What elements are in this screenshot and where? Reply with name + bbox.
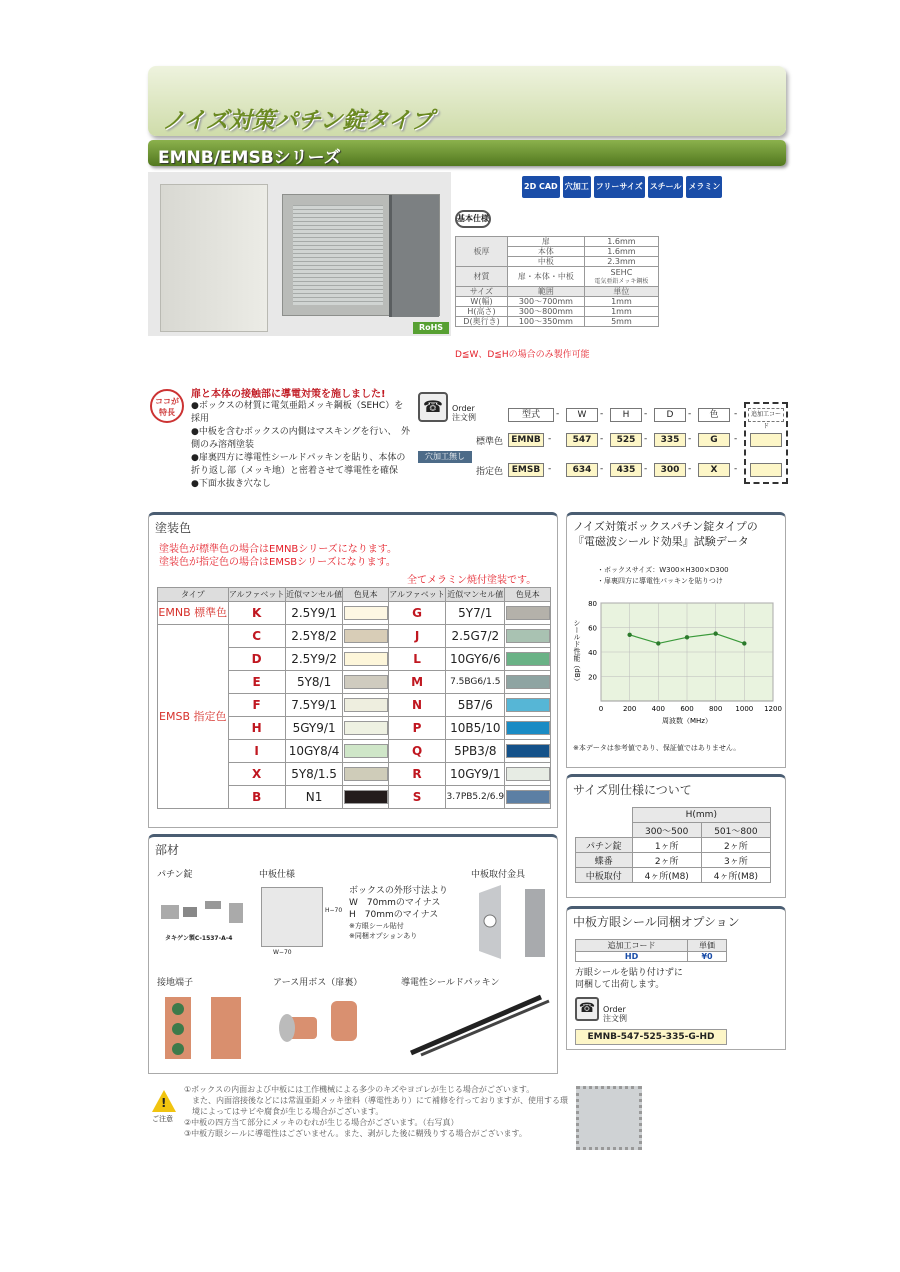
paint-row: X 5Y8/1.5 R 10GY9/1 <box>158 763 551 786</box>
size-title: サイズ別仕様について <box>573 783 692 797</box>
paint-note-3: 全てメラミン焼付塗装です。 <box>407 575 537 586</box>
warning-mark: ! <box>161 1096 167 1110</box>
basic-spec-badge: 基本仕様 <box>455 210 491 228</box>
data-point <box>742 641 746 645</box>
color-swatch <box>506 767 550 781</box>
feature-item: ●下面水抜き穴なし <box>191 479 271 489</box>
paint-row: H 5GY9/1 P 10B5/10 <box>158 717 551 740</box>
plate-w-label: W−70 <box>273 949 292 956</box>
latch-icon <box>159 897 249 927</box>
x-tick-label: 1200 <box>764 705 782 713</box>
paint-row: EMSB 指定色 C 2.5Y8/2 J 2.5G7/2 <box>158 625 551 648</box>
chart-title-2: 『電磁波シールド効果』試験データ <box>573 535 749 548</box>
plate-image <box>261 887 323 947</box>
steel-icon: スチール <box>648 176 684 198</box>
chart-footnote: ※本データは参考値であり、保証値ではありません。 <box>573 744 741 752</box>
color-swatch <box>344 721 388 735</box>
color-swatch <box>344 652 388 666</box>
color-swatch <box>506 744 550 758</box>
option-table: 追加工コード 単価 HD ¥0 <box>575 939 727 962</box>
size-panel <box>566 774 786 898</box>
caution-block <box>148 1080 788 1152</box>
y-tick-label: 60 <box>588 624 597 633</box>
ground-label: 接地端子 <box>157 978 194 988</box>
feature-head: 扉と本体の接触部に導電対策を施しました! <box>191 389 386 400</box>
color-swatch <box>506 675 550 689</box>
y-tick-label: 40 <box>588 649 597 657</box>
plate-corner-photo <box>576 1086 642 1150</box>
product-photo <box>148 172 451 336</box>
color-swatch <box>506 606 550 620</box>
y-tick-label: 20 <box>588 673 597 682</box>
order-example: 型式 W H D 色 追加工コード - - - - - 標準色 EMNB 547 525 335 G - - - - - 指定色 EMSB 634 435 300 X - - - - - <box>476 406 786 486</box>
plate-desc: ボックスの外形寸法より W 70mmのマイナス H 70mmのマイナス ※方眼シール貼付 ※同梱オプションあり <box>349 886 448 940</box>
shield-chart-panel <box>566 512 786 768</box>
color-swatch <box>506 652 550 666</box>
option-order-example: EMNB-547-525-335-G-HD <box>575 1029 727 1045</box>
data-point <box>627 633 631 637</box>
x-tick-label: 800 <box>708 705 723 713</box>
plate-label: 中板仕様 <box>259 870 296 880</box>
color-swatch <box>506 629 550 643</box>
feature-icons <box>522 176 722 198</box>
color-swatch <box>344 744 388 758</box>
rohs-badge: RoHS <box>413 322 449 334</box>
paint-panel <box>148 512 558 828</box>
feature-item: ●扉裏四方に導電性シールドパッキンを貼り、本体の 折り返し部（メッキ地）と密着させて導電性を確保 <box>191 453 415 476</box>
order-label: Order 注文例 <box>452 404 476 422</box>
earth-boss-icon <box>273 993 373 1063</box>
title-banner <box>148 66 786 136</box>
boss-label: アース用ボス（扉裏） <box>273 978 363 988</box>
color-swatch <box>506 698 550 712</box>
x-tick-label: 200 <box>622 705 637 713</box>
color-swatch <box>344 698 388 712</box>
x-tick-label: 400 <box>651 705 666 713</box>
plate-h-label: H−70 <box>325 907 343 914</box>
caution-label: ご注意 <box>152 1115 173 1123</box>
extra-code-frame <box>744 402 788 484</box>
chart-title-1: ノイズ対策ボックスパチン錠タイプの <box>573 520 758 533</box>
closed-box-image <box>160 184 268 332</box>
x-tick-label: 1000 <box>735 705 754 713</box>
hole-icon: 穴加工 <box>563 176 591 198</box>
option-title: 中板方眼シール同梱オプション <box>573 915 740 929</box>
color-swatch <box>344 790 388 804</box>
option-panel <box>566 906 786 1050</box>
feature-item: ●ボックスの材質に電気亜鉛メッキ鋼板（SEHC）を 採用 <box>191 401 413 424</box>
shield-chart <box>567 595 785 745</box>
data-point <box>656 641 660 645</box>
x-tick-label: 0 <box>598 705 604 713</box>
series-title: EMNB/EMSBシリーズ <box>158 148 341 168</box>
paint-row: B N1 S 3.7PB5.2/6.9 <box>158 786 551 809</box>
open-box-image <box>282 194 440 316</box>
series-bar <box>148 140 786 166</box>
paint-row: E 5Y8/1 M 7.5BG6/1.5 <box>158 671 551 694</box>
feature-list <box>191 400 415 491</box>
latch-label: パチン錠 <box>157 870 193 880</box>
y-tick-label: 80 <box>588 600 597 608</box>
paint-row: D 2.5Y9/2 L 10GY6/6 <box>158 648 551 671</box>
cad-icon: 2D CAD <box>522 176 560 198</box>
paint-color-table: タイプ アルファベット 近似マンセル値 色見本 アルファベット 近似マンセル値 色見本 EMNB 標準色 K 2.5Y9/1 G 5Y7/1 EMSB 指定色 C 2.5Y8/2 J 2.5G7/2 D 2.5Y9/2 L 10GY6/6 E 5Y8/1 M 7.5BG6/1.5 F 7.5Y9/1 N 5B7/6 H 5GY9/1 P 10B5/10 I 10GY8/4 Q 5PB3/8 X 5Y8/1.5 R 10GY9/1 B N1 S 3.7PB5.2/6.9 <box>157 587 551 809</box>
free-size-icon: フリーサイズ <box>594 176 645 198</box>
phone-icon: ☎ <box>575 997 599 1021</box>
paint-row: F 7.5Y9/1 N 5B7/6 <box>158 694 551 717</box>
gasket-label: 導電性シールドパッキン <box>401 978 500 988</box>
parts-title: 部材 <box>155 843 180 857</box>
y-axis-label: シールド性能（dB） <box>573 619 581 685</box>
x-axis-label: 周波数（MHz） <box>662 717 712 725</box>
paint-title: 塗装色 <box>155 521 192 535</box>
chart-note-2: ・扉裏四方に導電性パッキンを貼りつけ <box>597 577 723 585</box>
paint-row: EMNB 標準色 K 2.5Y9/1 G 5Y7/1 <box>158 602 551 625</box>
no-hole-tag: 穴加工無し <box>418 451 472 463</box>
paint-note-2: 塗装色が指定色の場合はEMSBシリーズになります。 <box>159 557 396 568</box>
latch-note: タキゲン製C-1537-A-4 <box>165 935 233 942</box>
bracket-icon <box>467 879 553 967</box>
option-desc: 方眼シールを貼り付けずに <box>575 968 683 978</box>
color-swatch <box>506 721 550 735</box>
size-table: H(mm) 300〜500 501〜800 パチン錠 1ヶ所 2ヶ所 蝶番 2ヶ所 3ヶ所 中板取付 4ヶ所(M8) 4ヶ所(M8) <box>575 807 771 883</box>
bracket-label: 中板取付金具 <box>471 870 526 880</box>
x-tick-label: 600 <box>680 705 694 713</box>
parts-panel <box>148 834 558 1074</box>
color-swatch <box>506 790 550 804</box>
data-point <box>685 635 689 639</box>
page-title: ノイズ対策パチン錠タイプ <box>162 108 434 134</box>
feature-item: ●中板を含むボックスの内側はマスキングを行い、 外側のみ溶剤塗装 <box>191 427 410 450</box>
paint-row: I 10GY8/4 Q 5PB3/8 <box>158 740 551 763</box>
color-swatch <box>344 629 388 643</box>
paint-note-1: 塗装色が標準色の場合はEMNBシリーズになります。 <box>159 544 397 555</box>
color-swatch <box>344 606 388 620</box>
chart-note-1: ・ボックスサイズ：W300×H300×D300 <box>597 566 729 574</box>
data-point <box>713 631 717 635</box>
feature-tag: ココが特長 <box>150 389 184 423</box>
color-swatch <box>344 767 388 781</box>
gasket-icon <box>401 987 551 1057</box>
color-swatch <box>344 675 388 689</box>
option-order-label: Order 注文例 <box>603 1005 627 1023</box>
range-note: D≦W、D≦Hの場合のみ製作可能 <box>455 350 590 360</box>
ground-terminal-icon <box>159 993 249 1063</box>
caution-text: ①ボックスの内面および中板には工作機械による多少のキズやヨゴレが生じる場合がございます。 また、内面溶接後などには常温亜鉛メッキ塗料（導電性あり）にて補修を行っておりますが、使用する環 境によってはサビや腐食が生じる場合がございます。 ②中板の四方当て部分にメッキのむれが生じる場合がございます。（右写真） ③中板方眼シールに導電性はございません。また、剥がした後に糊残りする場合がございます。 <box>184 1085 568 1138</box>
melamine-icon: メラミン <box>686 176 722 198</box>
phone-icon: ☎ <box>418 392 448 422</box>
option-desc: 同梱して出荷します。 <box>575 980 665 990</box>
spec-table: 板厚 扉 1.6mm 本体 1.6mm 中板 2.3mm 材質 扉・本体・中板 SEHC 電気亜鉛メッキ鋼板 サイズ 範囲 単位 W(幅) 300〜700mm 1mm H(高さ) 300〜800mm 1mm D(奥行き) 100〜350mm 5mm <box>455 236 659 327</box>
